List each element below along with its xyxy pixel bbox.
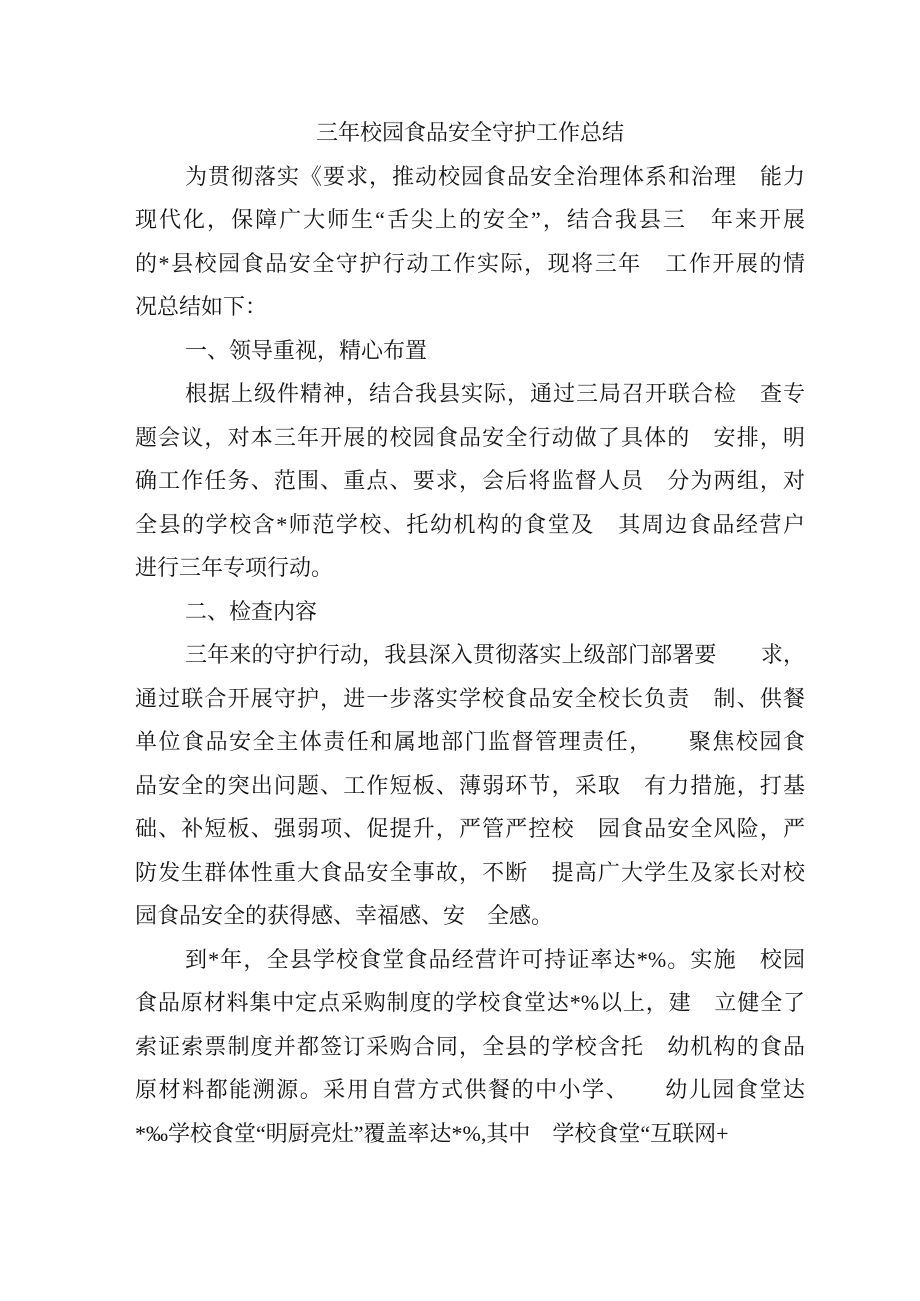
section-heading-1: 一、领导重视，精心布置 [185,337,428,363]
text-line: 况总结如下： [135,294,268,319]
text-line: 确工作任务、范围、重点、要求，会后将监督人员 分为两组，对 [135,468,805,493]
text-line: 通过联合开展守护，进一步落实学校食品安全校长负责 制、供餐 [135,685,805,711]
text-line: 根据上级件精神，结合我县实际，通过三局召开联合检 查专 [185,381,805,406]
text-line: 现代化，保障广大师生“舌尖上的安全”，结合我县三 年来开展 [135,207,805,232]
text-line: 索证索票制度并都签订采购合同，全县的学校含托 幼机构的食品 [135,1033,805,1059]
text-line: 为贯彻落实《要求，推动校园食品安全治理体系和治理 能力 [185,163,805,189]
text-line: 品安全的突出问题、工作短板、薄弱环节，采取 有力措施，打基 [135,772,805,798]
section-heading-2: 二、检查内容 [185,598,318,624]
text-line: 单位食品安全主体责任和属地部门监督管理责任， 聚焦校园食 [135,729,805,754]
text-line: 题会议，对本三年开展的校园食品安全行动做了具体的 安排，明 [135,424,805,450]
document-title: 三年校园食品安全守护工作总结 [315,120,624,145]
text-line: 园食品安全的获得感、幸福感、安 全感。 [135,903,554,928]
text-line: 全县的学校含*师范学校、托幼机构的食堂及 其周边食品经营户 [135,511,805,537]
text-line: 原材料都能溯源。采用自营方式供餐的中小学、 幼儿园食堂达 [135,1077,805,1102]
text-line: 食品原材料集中定点采购制度的学校食堂达*%以上，建 立健全了 [135,990,805,1015]
text-line: 防发生群体性重大食品安全事故，不断 提高广大学生及家长对校 [135,859,805,885]
text-line: *‰学校食堂“明厨亮灶”覆盖率达*%,其中 学校食堂“互联网+ [135,1120,729,1146]
text-line: 的*县校园食品安全守护行动工作实际，现将三年 工作开展的情 [135,250,805,276]
text-line: 三年来的守护行动，我县深入贯彻落实上级部门部署要 求， [185,642,805,667]
text-line: 到*年，全县学校食堂食品经营许可持证率达*%。实施 校园 [185,946,805,972]
text-line: 进行三年专项行动。 [135,555,334,580]
text-line: 础、补短板、强弱项、促提升，严管严控校 园食品安全风险，严 [135,816,805,841]
